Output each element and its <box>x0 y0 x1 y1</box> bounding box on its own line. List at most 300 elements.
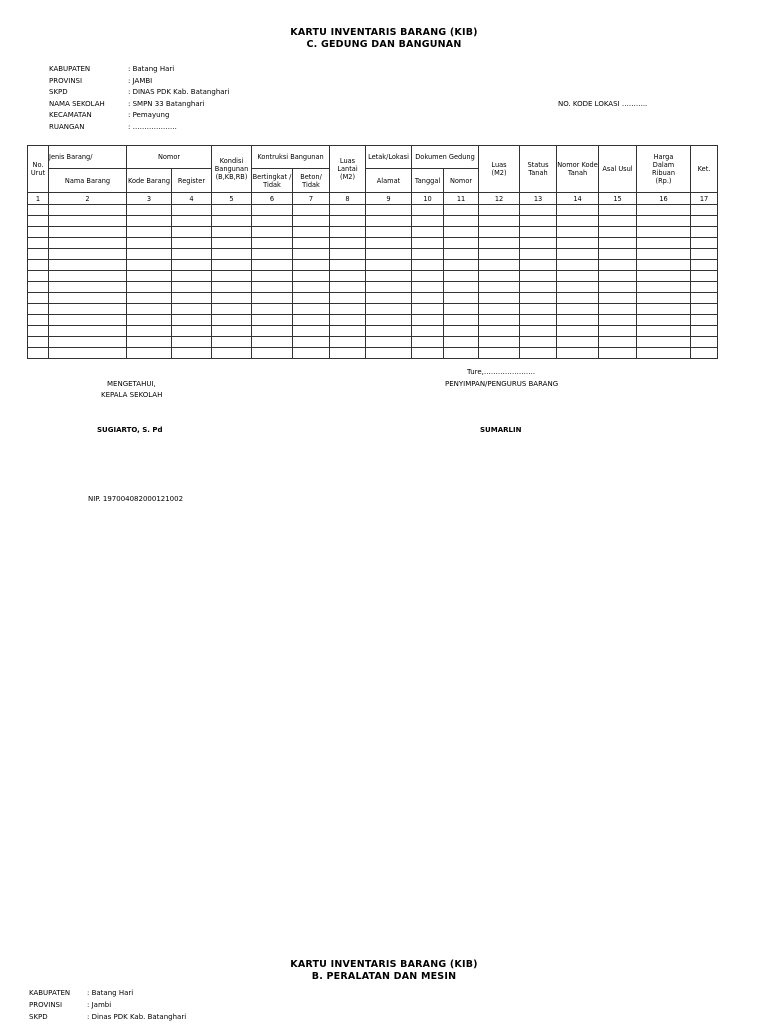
header-nomor-dokumen: Nomor <box>444 169 479 193</box>
meta-row-kabupaten <box>49 64 229 76</box>
meta-row-kabupaten <box>29 987 186 999</box>
table-cell[interactable] <box>172 249 212 260</box>
meta-label: SKPD <box>29 1013 48 1021</box>
table-cell[interactable] <box>28 282 49 293</box>
table-cell[interactable] <box>412 271 444 282</box>
table-cell[interactable] <box>444 271 479 282</box>
table-cell[interactable] <box>172 216 212 227</box>
table-cell[interactable] <box>252 293 293 304</box>
table-cell[interactable] <box>330 249 366 260</box>
table-cell[interactable] <box>127 293 172 304</box>
table-cell[interactable] <box>49 326 127 337</box>
table-body <box>28 205 718 359</box>
table-cell[interactable] <box>366 315 412 326</box>
meta-value: : Pemayung <box>128 111 170 120</box>
table-cell[interactable] <box>479 326 520 337</box>
table-cell[interactable] <box>212 304 252 315</box>
table-cell[interactable] <box>330 293 366 304</box>
table-cell[interactable] <box>172 227 212 238</box>
table-cell[interactable] <box>691 304 718 315</box>
document-subtitle: C. GEDUNG DAN BANGUNAN <box>306 39 462 50</box>
table-cell[interactable] <box>172 337 212 348</box>
table-cell[interactable] <box>557 304 599 315</box>
table-cell[interactable] <box>212 260 252 271</box>
table-cell[interactable] <box>127 271 172 282</box>
header-bertingkat: Bertingkat / Tidak <box>252 169 293 193</box>
table-cell[interactable] <box>637 260 691 271</box>
table-cell[interactable] <box>520 238 557 249</box>
table-cell[interactable] <box>444 216 479 227</box>
table-cell[interactable] <box>637 337 691 348</box>
table-row <box>28 271 718 282</box>
table-cell[interactable] <box>330 348 366 359</box>
table-cell[interactable] <box>172 304 212 315</box>
meta-value: : ………………. <box>128 122 177 131</box>
table-cell[interactable] <box>599 326 637 337</box>
table-cell[interactable] <box>127 282 172 293</box>
table-cell[interactable] <box>691 260 718 271</box>
table-cell[interactable] <box>366 326 412 337</box>
header-dokumen: Dokumen Gedung <box>412 146 479 169</box>
table-cell[interactable] <box>212 271 252 282</box>
table-cell[interactable] <box>691 216 718 227</box>
column-number: 15 <box>599 193 637 205</box>
table-cell[interactable] <box>212 293 252 304</box>
table-cell[interactable] <box>444 315 479 326</box>
table-cell[interactable] <box>444 326 479 337</box>
table-cell[interactable] <box>637 315 691 326</box>
table-cell[interactable] <box>49 238 127 249</box>
table-row <box>28 216 718 227</box>
table-cell[interactable] <box>691 227 718 238</box>
table-cell[interactable] <box>479 271 520 282</box>
table-cell[interactable] <box>212 315 252 326</box>
place-date: Ture,…………………. <box>467 368 536 376</box>
table-cell[interactable] <box>293 238 330 249</box>
table-cell[interactable] <box>412 260 444 271</box>
table-cell[interactable] <box>366 205 412 216</box>
table-cell[interactable] <box>599 315 637 326</box>
table-cell[interactable] <box>212 205 252 216</box>
table-cell[interactable] <box>28 260 49 271</box>
document-title-2: KARTU INVENTARIS BARANG (KIB) <box>290 959 478 970</box>
table-cell[interactable] <box>691 238 718 249</box>
header-nomor-kode-tanah: Nomor Kode Tanah <box>557 146 599 193</box>
column-number: 5 <box>212 193 252 205</box>
table-cell[interactable] <box>28 227 49 238</box>
table-cell[interactable] <box>412 227 444 238</box>
table-cell[interactable] <box>28 348 49 359</box>
header-status-tanah: Status Tanah <box>520 146 557 193</box>
table-cell[interactable] <box>330 282 366 293</box>
nip: NIP. 197004082000121002 <box>88 495 184 503</box>
table-cell[interactable] <box>49 337 127 348</box>
meta-value: : Batang Hari <box>87 989 134 997</box>
table-cell[interactable] <box>28 271 49 282</box>
table-cell[interactable] <box>293 216 330 227</box>
table-cell[interactable] <box>366 282 412 293</box>
table-cell[interactable] <box>557 293 599 304</box>
table-cell[interactable] <box>330 304 366 315</box>
table-cell[interactable] <box>330 216 366 227</box>
table-cell[interactable] <box>599 205 637 216</box>
table-cell[interactable] <box>637 304 691 315</box>
header-harga: Harga Dalam Ribuan (Rp.) <box>637 146 691 193</box>
table-cell[interactable] <box>172 260 212 271</box>
table-cell[interactable] <box>599 216 637 227</box>
meta-row-skpd <box>49 87 229 99</box>
table-cell[interactable] <box>252 227 293 238</box>
table-cell[interactable] <box>479 238 520 249</box>
table-cell[interactable] <box>28 315 49 326</box>
table-cell[interactable] <box>127 216 172 227</box>
table-cell[interactable] <box>412 238 444 249</box>
table-header-row <box>28 146 718 169</box>
meta-label: PROVINSI <box>49 76 83 85</box>
table-cell[interactable] <box>599 238 637 249</box>
table-cell[interactable] <box>293 205 330 216</box>
table-cell[interactable] <box>49 249 127 260</box>
column-number: 4 <box>172 193 212 205</box>
table-cell[interactable] <box>557 326 599 337</box>
column-number: 11 <box>444 193 479 205</box>
table-cell[interactable] <box>520 315 557 326</box>
meta-label: PROVINSI <box>29 1001 63 1009</box>
table-cell[interactable] <box>479 260 520 271</box>
table-cell[interactable] <box>412 337 444 348</box>
table-cell[interactable] <box>49 293 127 304</box>
table-cell[interactable] <box>28 205 49 216</box>
table-cell[interactable] <box>366 271 412 282</box>
table-cell[interactable] <box>412 304 444 315</box>
table-cell[interactable] <box>252 315 293 326</box>
column-number: 14 <box>557 193 599 205</box>
table-cell[interactable] <box>557 260 599 271</box>
table-cell[interactable] <box>366 304 412 315</box>
table-cell[interactable] <box>557 216 599 227</box>
table-cell[interactable] <box>520 260 557 271</box>
table-cell[interactable] <box>366 238 412 249</box>
table-cell[interactable] <box>293 293 330 304</box>
table-cell[interactable] <box>293 282 330 293</box>
meta-value: : Batang Hari <box>128 65 175 73</box>
table-cell[interactable] <box>444 337 479 348</box>
table-cell[interactable] <box>252 238 293 249</box>
table-cell[interactable] <box>330 205 366 216</box>
table-cell[interactable] <box>293 271 330 282</box>
table-cell[interactable] <box>444 249 479 260</box>
table-cell[interactable] <box>49 227 127 238</box>
table-cell[interactable] <box>479 337 520 348</box>
table-cell[interactable] <box>444 238 479 249</box>
meta-value: : JAMBI <box>128 76 153 85</box>
header-konstruksi: Kontruksi Bangunan <box>252 146 330 169</box>
table-cell[interactable] <box>637 216 691 227</box>
table-cell[interactable] <box>520 282 557 293</box>
table-cell[interactable] <box>520 227 557 238</box>
table-cell[interactable] <box>172 238 212 249</box>
table-cell[interactable] <box>49 216 127 227</box>
table-cell[interactable] <box>330 315 366 326</box>
meta-label: NAMA SEKOLAH <box>49 99 105 108</box>
table-cell[interactable] <box>557 282 599 293</box>
table-cell[interactable] <box>293 260 330 271</box>
table-cell[interactable] <box>252 348 293 359</box>
table-cell[interactable] <box>412 293 444 304</box>
table-cell[interactable] <box>520 326 557 337</box>
table-cell[interactable] <box>252 205 293 216</box>
table-cell[interactable] <box>691 326 718 337</box>
table-cell[interactable] <box>49 271 127 282</box>
table-cell[interactable] <box>520 348 557 359</box>
table-cell[interactable] <box>28 216 49 227</box>
table-cell[interactable] <box>444 304 479 315</box>
meta-row-provinsi <box>49 76 229 88</box>
table-cell[interactable] <box>330 337 366 348</box>
table-cell[interactable] <box>172 282 212 293</box>
table-cell[interactable] <box>444 227 479 238</box>
table-cell[interactable] <box>444 348 479 359</box>
table-cell[interactable] <box>293 337 330 348</box>
table-cell[interactable] <box>127 227 172 238</box>
table-cell[interactable] <box>293 315 330 326</box>
table-cell[interactable] <box>366 249 412 260</box>
table-row <box>28 227 718 238</box>
table-cell[interactable] <box>293 227 330 238</box>
column-number: 7 <box>293 193 330 205</box>
table-cell[interactable] <box>252 326 293 337</box>
table-cell[interactable] <box>557 348 599 359</box>
table-cell[interactable] <box>691 271 718 282</box>
table-cell[interactable] <box>412 348 444 359</box>
table-cell[interactable] <box>330 260 366 271</box>
table-cell[interactable] <box>691 315 718 326</box>
table-cell[interactable] <box>330 326 366 337</box>
table-cell[interactable] <box>599 348 637 359</box>
table-cell[interactable] <box>366 227 412 238</box>
table-cell[interactable] <box>691 205 718 216</box>
table-cell[interactable] <box>444 260 479 271</box>
header-kondisi: Kondisi Bangunan (B,KB,RB) <box>212 146 252 193</box>
table-cell[interactable] <box>599 293 637 304</box>
table-cell[interactable] <box>28 337 49 348</box>
header-asal-usul: Asal Usul <box>599 146 637 193</box>
table-cell[interactable] <box>599 227 637 238</box>
table-cell[interactable] <box>520 249 557 260</box>
table-cell[interactable] <box>49 304 127 315</box>
header-ket: Ket. <box>691 146 718 193</box>
table-cell[interactable] <box>599 337 637 348</box>
table-cell[interactable] <box>444 282 479 293</box>
table-row <box>28 282 718 293</box>
table-cell[interactable] <box>212 249 252 260</box>
meta-row-ruangan <box>49 122 229 134</box>
table-cell[interactable] <box>293 348 330 359</box>
table-row <box>28 249 718 260</box>
table-cell[interactable] <box>28 249 49 260</box>
table-cell[interactable] <box>479 293 520 304</box>
table-cell[interactable] <box>366 293 412 304</box>
header-alamat: Alamat <box>366 169 412 193</box>
table-cell[interactable] <box>520 304 557 315</box>
table-cell[interactable] <box>557 205 599 216</box>
table-cell[interactable] <box>252 271 293 282</box>
column-number: 9 <box>366 193 412 205</box>
table-cell[interactable] <box>212 216 252 227</box>
table-cell[interactable] <box>557 249 599 260</box>
table-cell[interactable] <box>520 293 557 304</box>
table-cell[interactable] <box>212 348 252 359</box>
table-cell[interactable] <box>212 227 252 238</box>
table-cell[interactable] <box>127 348 172 359</box>
table-cell[interactable] <box>252 249 293 260</box>
table-cell[interactable] <box>252 337 293 348</box>
table-cell[interactable] <box>127 238 172 249</box>
table-row <box>28 348 718 359</box>
table-cell[interactable] <box>637 205 691 216</box>
table-cell[interactable] <box>127 249 172 260</box>
table-cell[interactable] <box>366 216 412 227</box>
table-cell[interactable] <box>212 238 252 249</box>
column-number: 13 <box>520 193 557 205</box>
table-cell[interactable] <box>172 326 212 337</box>
table-cell[interactable] <box>599 260 637 271</box>
meta-row-kecamatan <box>49 110 229 122</box>
table-cell[interactable] <box>479 304 520 315</box>
table-cell[interactable] <box>557 271 599 282</box>
table-cell[interactable] <box>212 282 252 293</box>
table-cell[interactable] <box>28 304 49 315</box>
table-cell[interactable] <box>412 249 444 260</box>
table-cell[interactable] <box>479 315 520 326</box>
table-cell[interactable] <box>557 315 599 326</box>
table-cell[interactable] <box>293 326 330 337</box>
table-cell[interactable] <box>172 205 212 216</box>
table-cell[interactable] <box>127 205 172 216</box>
table-cell[interactable] <box>637 293 691 304</box>
table-cell[interactable] <box>172 293 212 304</box>
table-cell[interactable] <box>330 238 366 249</box>
table-cell[interactable] <box>49 282 127 293</box>
table-cell[interactable] <box>479 282 520 293</box>
table-cell[interactable] <box>412 205 444 216</box>
table-cell[interactable] <box>28 293 49 304</box>
table-row <box>28 238 718 249</box>
table-cell[interactable] <box>557 238 599 249</box>
table-cell[interactable] <box>49 260 127 271</box>
table-cell[interactable] <box>252 282 293 293</box>
table-cell[interactable] <box>479 227 520 238</box>
table-cell[interactable] <box>520 271 557 282</box>
table-cell[interactable] <box>637 227 691 238</box>
table-cell[interactable] <box>520 337 557 348</box>
meta-label: SKPD <box>49 88 68 97</box>
table-cell[interactable] <box>252 304 293 315</box>
table-cell[interactable] <box>330 227 366 238</box>
table-cell[interactable] <box>366 260 412 271</box>
table-cell[interactable] <box>172 271 212 282</box>
table-cell[interactable] <box>637 326 691 337</box>
document-title: KARTU INVENTARIS BARANG (KIB) <box>290 27 478 38</box>
table-cell[interactable] <box>293 249 330 260</box>
table-cell[interactable] <box>444 205 479 216</box>
table-cell[interactable] <box>691 348 718 359</box>
table-cell[interactable] <box>599 249 637 260</box>
table-cell[interactable] <box>691 337 718 348</box>
table-cell[interactable] <box>479 216 520 227</box>
table-cell[interactable] <box>557 337 599 348</box>
column-number: 6 <box>252 193 293 205</box>
table-cell[interactable] <box>212 337 252 348</box>
table-cell[interactable] <box>637 249 691 260</box>
table-cell[interactable] <box>479 348 520 359</box>
table-cell[interactable] <box>637 271 691 282</box>
table-cell[interactable] <box>127 304 172 315</box>
table-cell[interactable] <box>293 304 330 315</box>
table-cell[interactable] <box>330 271 366 282</box>
table-row <box>28 260 718 271</box>
table-cell[interactable] <box>172 348 212 359</box>
column-number: 10 <box>412 193 444 205</box>
table-cell[interactable] <box>49 315 127 326</box>
table-row <box>28 205 718 216</box>
mengetahui-label: MENGETAHUI, <box>107 380 156 388</box>
table-cell[interactable] <box>691 249 718 260</box>
kepala-sekolah-label: KEPALA SEKOLAH <box>101 391 163 399</box>
table-cell[interactable] <box>412 282 444 293</box>
header-nama-barang: Nama Barang <box>49 169 127 193</box>
table-cell[interactable] <box>599 271 637 282</box>
table-cell[interactable] <box>479 249 520 260</box>
table-cell[interactable] <box>127 260 172 271</box>
meta-label: KABUPATEN <box>29 989 71 997</box>
table-cell[interactable] <box>637 282 691 293</box>
table-cell[interactable] <box>412 216 444 227</box>
table-cell[interactable] <box>557 227 599 238</box>
table-cell[interactable] <box>412 326 444 337</box>
table-cell[interactable] <box>444 293 479 304</box>
table-cell[interactable] <box>637 348 691 359</box>
table-cell[interactable] <box>252 216 293 227</box>
table-cell[interactable] <box>127 337 172 348</box>
table-cell[interactable] <box>28 326 49 337</box>
header-nomor: Nomor <box>127 146 212 169</box>
table-cell[interactable] <box>691 293 718 304</box>
table-cell[interactable] <box>366 348 412 359</box>
table-cell[interactable] <box>520 216 557 227</box>
header-register: Register <box>172 169 212 193</box>
meta-block <box>49 64 229 134</box>
table-cell[interactable] <box>599 282 637 293</box>
table-cell[interactable] <box>127 315 172 326</box>
table-cell[interactable] <box>599 304 637 315</box>
table-cell[interactable] <box>49 348 127 359</box>
table-cell[interactable] <box>479 205 520 216</box>
table-cell[interactable] <box>212 326 252 337</box>
table-cell[interactable] <box>520 205 557 216</box>
table-cell[interactable] <box>691 282 718 293</box>
table-cell[interactable] <box>637 238 691 249</box>
table-cell[interactable] <box>127 326 172 337</box>
table-cell[interactable] <box>49 205 127 216</box>
header-luas-lantai: Luas Lantai (M2) <box>330 146 366 193</box>
table-cell[interactable] <box>172 315 212 326</box>
table-cell[interactable] <box>412 315 444 326</box>
table-cell[interactable] <box>252 260 293 271</box>
table-cell[interactable] <box>28 238 49 249</box>
table-cell[interactable] <box>366 337 412 348</box>
header-luas: Luas (M2) <box>479 146 520 193</box>
